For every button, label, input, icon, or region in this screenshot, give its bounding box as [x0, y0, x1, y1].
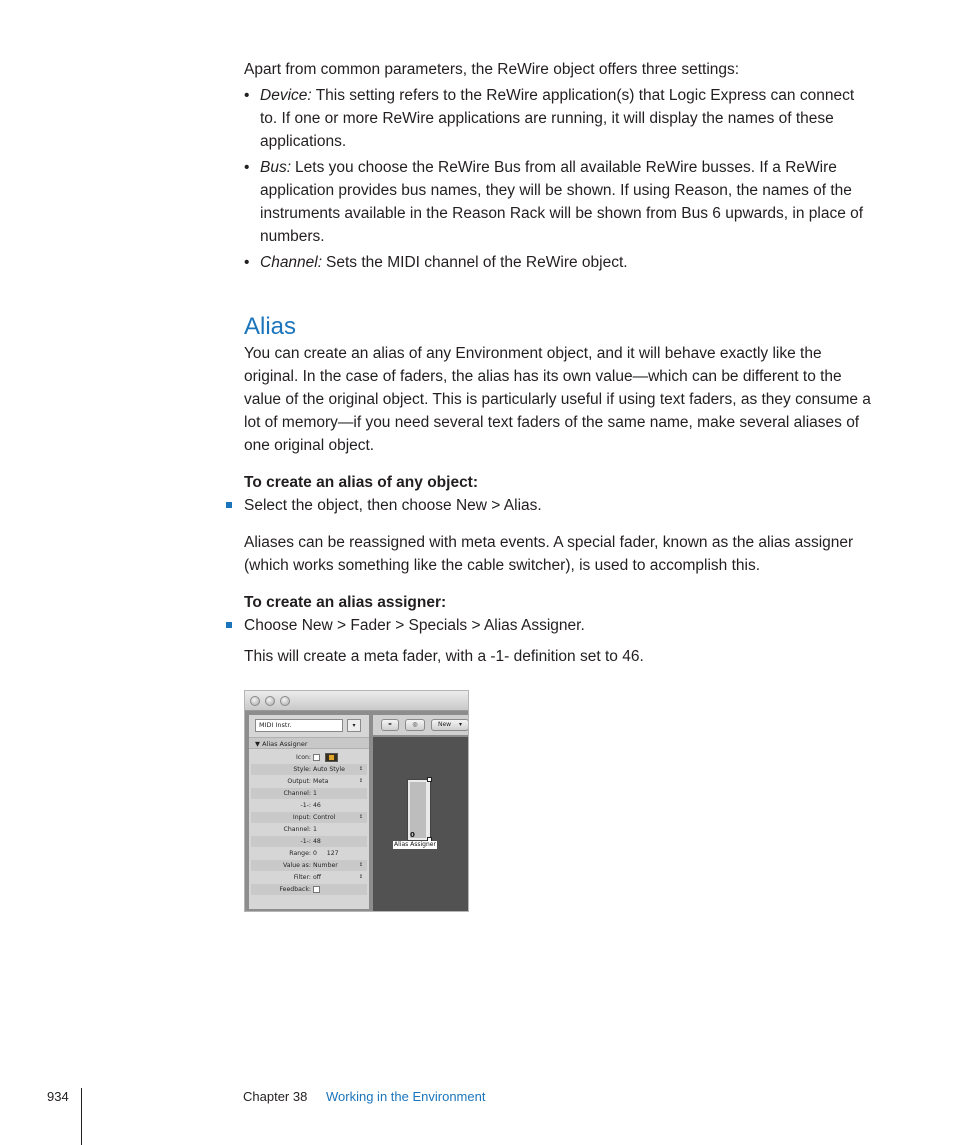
page-number: 934	[47, 1089, 69, 1104]
fader-name-label: Alias Assigner	[394, 841, 436, 848]
param-label: -1-:	[300, 838, 311, 845]
param-value[interactable]: 1	[313, 826, 317, 833]
param-value[interactable]: Number	[313, 862, 338, 869]
param-row-input-definition[interactable]	[251, 836, 367, 847]
param-row-output[interactable]	[251, 776, 367, 787]
object-inspector	[249, 715, 369, 909]
param-value[interactable]: Auto Style	[313, 766, 345, 773]
task-step-alias-assigner	[226, 614, 585, 637]
zoom-window-icon[interactable]	[280, 696, 290, 706]
param-row-value-as[interactable]	[251, 860, 367, 871]
param-value[interactable]: off	[313, 874, 322, 881]
section-heading-alias: Alias	[244, 313, 297, 340]
reassign-paragraph: Aliases can be reassigned with meta events. A special fader, known as the alias assigner (which works something like the cable switcher), is used to accomplish this.	[244, 534, 854, 574]
setting-term: Device:	[260, 87, 312, 104]
task-step-create-alias	[226, 494, 542, 517]
icon-checkbox[interactable]	[313, 754, 320, 761]
param-label: -1-:	[300, 802, 311, 809]
minimize-window-icon[interactable]	[265, 696, 275, 706]
intro-text: Apart from common parameters, the ReWire object offers three settings:	[244, 61, 740, 78]
task-step-text: Select the object, then choose New > Alias.	[244, 497, 542, 514]
footer-chapter-title[interactable]: Working in the Environment	[326, 1089, 486, 1104]
list-item: • Device: This setting refers to the ReWire application(s) that Logic Express can connect to. If one or more ReWire applications are running, it will display the names of these applications.	[244, 87, 855, 150]
object-name-header[interactable]: ▼ Alias Assigner	[249, 737, 369, 749]
environment-screenshot	[244, 690, 469, 912]
footer-divider	[81, 1088, 82, 1145]
param-row-channel[interactable]	[251, 788, 367, 799]
layer-menu-button[interactable]: ▾	[347, 719, 361, 732]
task-step-text: Choose New > Fader > Specials > Alias Assigner.	[244, 617, 585, 634]
result-paragraph: This will create a meta fader, with a -1- definition set to 46.	[244, 648, 644, 665]
close-window-icon[interactable]	[250, 696, 260, 706]
setting-text: This setting refers to the ReWire application(s) that Logic Express can connect to. If one or more ReWire applications are running, it will display the names of these applications.	[260, 87, 855, 150]
param-row-input[interactable]	[251, 812, 367, 823]
param-row-feedback	[251, 884, 367, 895]
param-value[interactable]: Meta	[313, 778, 329, 785]
updown-arrow-icon[interactable]: ↕	[358, 778, 363, 784]
param-row-input-channel[interactable]	[251, 824, 367, 835]
setting-text: Sets the MIDI channel of the ReWire object.	[326, 254, 628, 271]
param-value[interactable]: 48	[313, 838, 321, 845]
intro-block	[244, 58, 874, 277]
param-row-definition[interactable]	[251, 800, 367, 811]
setting-term: Bus:	[260, 159, 292, 176]
fader-track	[410, 782, 426, 838]
alias-assigner-fader[interactable]	[407, 779, 431, 841]
new-menu-button[interactable]	[431, 719, 469, 731]
param-row-range[interactable]	[251, 848, 367, 859]
updown-arrow-icon[interactable]: ↕	[358, 766, 363, 772]
param-label: Filter:	[293, 874, 311, 881]
setting-term: Channel:	[260, 254, 323, 271]
new-menu-label: New	[438, 721, 452, 728]
updown-arrow-icon[interactable]: ↕	[358, 874, 363, 880]
step-bullet-icon	[226, 502, 232, 508]
list-item: • Bus: Lets you choose the ReWire Bus from all available ReWire busses. If a ReWire application provides bus names, they will be shown. If using Reason, the names of the instruments available in the Reason Rack will be shown from Bus 6 upwards, in place of numbers.	[244, 159, 864, 245]
param-row-icon	[251, 752, 367, 763]
chevron-down-icon: ▾	[459, 721, 463, 728]
param-label: Style:	[293, 766, 311, 773]
updown-arrow-icon[interactable]: ↕	[358, 814, 363, 820]
param-row-filter[interactable]	[251, 872, 367, 883]
layer-select[interactable]: MIDI Instr.	[255, 719, 343, 732]
view-mode-icon[interactable]: ◎	[405, 719, 425, 731]
param-value[interactable]: 0 127	[313, 850, 339, 857]
window-titlebar	[245, 691, 469, 711]
param-value[interactable]: 1	[313, 790, 317, 797]
environment-toolbar	[373, 715, 469, 735]
param-value[interactable]: Control	[313, 814, 336, 821]
environment-canvas[interactable]	[373, 737, 469, 912]
settings-list	[244, 84, 874, 274]
object-icon[interactable]	[325, 753, 338, 762]
setting-text: Lets you choose the ReWire Bus from all available ReWire busses. If a ReWire application provides bus names, they will be shown. If using Reason, the names of the instruments available in the Reason Rack will be shown from Bus 6 upwards, in place of numbers.	[260, 159, 864, 245]
fader-value: 0	[410, 831, 415, 839]
param-row-style[interactable]	[251, 764, 367, 775]
footer-chapter: Chapter 38	[243, 1089, 308, 1104]
param-label: Feedback:	[279, 886, 311, 893]
alias-paragraph: You can create an alias of any Environment object, and it will behave exactly like the original. In the case of faders, the alias has its own value—which can be different to the value of the original object. This is particularly useful if using text faders, as they consume a lot of memory—if you need several text faders of the same name, make several aliases of one original object.	[244, 345, 871, 454]
param-label: Range:	[289, 850, 311, 857]
param-value[interactable]: 46	[313, 802, 321, 809]
task-heading-alias-assigner: To create an alias assigner:	[244, 594, 447, 611]
param-label: Icon:	[295, 754, 311, 761]
updown-arrow-icon[interactable]: ↕	[358, 862, 363, 868]
param-label: Input:	[292, 814, 311, 821]
list-item: • Channel: Sets the MIDI channel of the ReWire object.	[244, 254, 628, 271]
feedback-checkbox[interactable]	[313, 886, 320, 893]
link-icon[interactable]: ⚭	[381, 719, 399, 731]
step-bullet-icon	[226, 622, 232, 628]
output-handle-icon[interactable]	[427, 777, 432, 782]
param-label: Channel:	[283, 826, 311, 833]
param-label: Channel:	[283, 790, 311, 797]
task-heading-create-alias: To create an alias of any object:	[244, 474, 479, 491]
param-label: Value as:	[282, 862, 311, 869]
param-label: Output:	[287, 778, 311, 785]
